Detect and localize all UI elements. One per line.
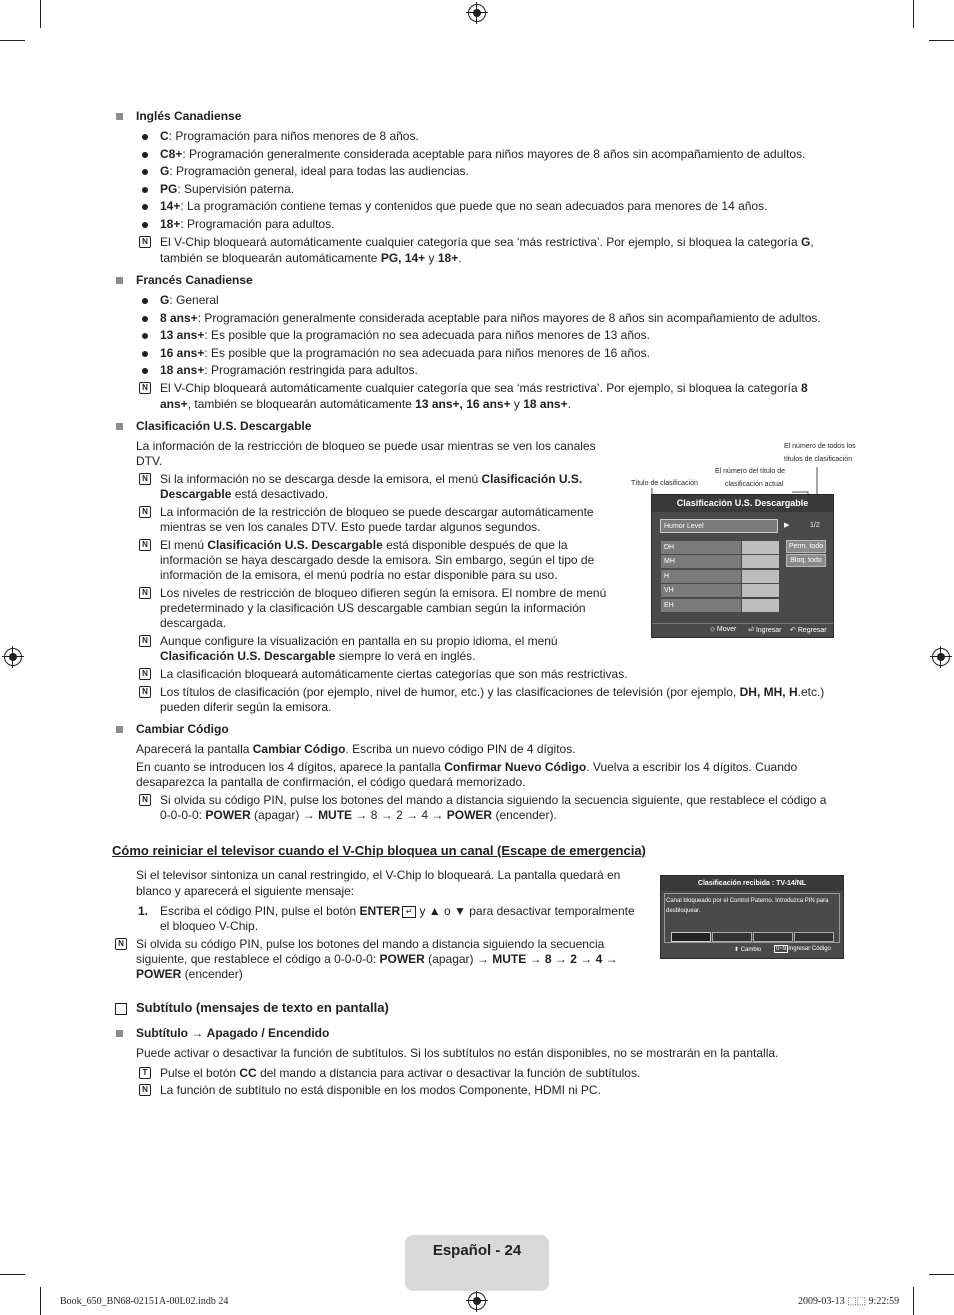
osd-footer-change: ⬍ Cambio: [734, 947, 762, 953]
bullet-icon: [142, 169, 148, 175]
note-text: La información de la restricción de bloqueo se puede descargar automáticamente: [160, 505, 594, 519]
page-number: Español - 24: [432, 1242, 522, 1259]
note-icon: N: [139, 794, 151, 806]
registration-mark-icon: [932, 648, 950, 666]
enter-icon: ↵: [402, 906, 416, 918]
bloq-todo-button[interactable]: Bloq. todo: [786, 554, 826, 567]
osd-lock-cell[interactable]: [742, 555, 779, 568]
paragraph: La información de la restricción de bloqueo se puede usar mientras se ven los canales: [136, 439, 596, 453]
pin-digit-box[interactable]: [712, 932, 752, 942]
note-text: mientras se ven los canales DTV. Esto puede tardar algunos segundos.: [160, 520, 541, 534]
osd-message: Canal bloqueado por el Control Paterno. Introduzca PIN para: [666, 898, 829, 904]
list-item: [160, 217, 334, 232]
note-text: predeterminado y la clasificación US descargable cambian según la información: [160, 601, 586, 615]
note-text: siguiente, que restablece el código a 0-0-0-0: POWER (apagar) → MUTE → 8 → 2 → 4 →: [136, 952, 618, 966]
osd-rating-row[interactable]: VH: [661, 584, 741, 597]
crop-mark: [0, 1274, 25, 1275]
bullet-icon: [142, 152, 148, 158]
note-text: Pulse el botón CC del mando a distancia para activar o desactivar la función de subtítulos.: [160, 1066, 641, 1080]
osd-rating-row[interactable]: EH: [661, 599, 741, 612]
rating-description: : Programación general, ideal para todas las audiencias.: [169, 164, 469, 179]
note-text: Clasificación U.S. Descargable siempre lo verá en inglés.: [160, 649, 476, 663]
note-icon: N: [139, 686, 151, 698]
section-title: Inglés Canadiense: [136, 109, 242, 123]
rating-code: 18+: [160, 217, 181, 231]
rating-code: PG: [160, 181, 178, 196]
osd-blocked-message: [660, 875, 844, 959]
note-icon: N: [139, 1084, 151, 1096]
note-icon: N: [139, 635, 151, 647]
note-text: Si olvida su código PIN, pulse los botones del mando a distancia siguiendo la secuencia siguiente, que restablece el código a: [160, 793, 827, 807]
section-title: Clasificación U.S. Descargable: [136, 419, 312, 433]
paragraph: blanco y aparecerá el siguiente mensaje:: [136, 884, 355, 898]
crop-mark: [929, 1274, 954, 1275]
registration-mark-icon: [468, 4, 486, 22]
registration-mark-icon: [4, 648, 22, 666]
square-bullet-icon: [116, 113, 123, 120]
osd-title: Clasificación recibida : TV-14/NL: [661, 876, 843, 891]
rating-description: : Programación para adultos.: [180, 217, 335, 231]
note-icon: N: [139, 382, 151, 394]
bullet-icon: [142, 298, 148, 304]
note-icon: N: [139, 668, 151, 680]
paragraph: Aparecerá la pantalla Cambiar Código. Escriba un nuevo código PIN de 4 dígitos.: [136, 742, 576, 756]
tool-icon: T: [139, 1067, 151, 1079]
osd-lock-cell[interactable]: [742, 541, 779, 554]
rating-description: : Es posible que la programación no sea adecuada para niños menores de 16 años.: [204, 345, 651, 360]
crop-mark: [913, 1287, 914, 1315]
paragraph: desaparezca la pantalla de confirmación, el código quedará memorizado.: [136, 775, 526, 789]
bullet-icon: [142, 204, 148, 210]
square-bullet-icon: [116, 1030, 123, 1037]
osd-rating-menu: [651, 494, 834, 638]
note-icon: N: [139, 473, 151, 485]
note-text: información de la emisora, el menú podría no estar disponible para su uso.: [160, 568, 558, 582]
step-text: el bloqueo V-Chip.: [160, 919, 259, 933]
pin-digit-box[interactable]: [794, 932, 834, 942]
rating-code: C: [160, 129, 169, 143]
osd-rating-row[interactable]: DH: [661, 541, 741, 554]
rating-description: : Programación para niños menores de 8 años.: [168, 129, 419, 143]
rating-code: 13 ans+: [160, 328, 205, 343]
arrow-right-icon: ▶: [784, 522, 790, 529]
callout-label: El número del título de: [715, 468, 786, 475]
osd-lock-cell[interactable]: [742, 599, 779, 612]
osd-footer-enter: ⏎ Ingresar: [748, 627, 782, 634]
rating-description: : Supervisión paterna.: [177, 181, 295, 196]
note-text: POWER (encender): [136, 967, 243, 981]
paragraph: Si el televisor sintoniza un canal restringido, el V-Chip lo bloqueará. La pantalla quedará en: [136, 868, 621, 882]
note-text: La clasificación bloqueará automáticamente ciertas categorías que son más restrictivas.: [160, 667, 628, 681]
note-text: descargada.: [160, 616, 227, 630]
note-text: El V-Chip bloqueará automáticamente cualquier categoría que sea ‘más restrictiva’. Por ejemplo, si bloquea la categoría G,: [160, 235, 814, 249]
note-text: Aunque configure la visualización en pantalla en su propio idioma, el menú: [160, 634, 558, 648]
note-text: La función de subtítulo no está disponible en los modos Componente, HDMI ni PC.: [160, 1083, 601, 1097]
note-text: El menú Clasificación U.S. Descargable está disponible después de que la: [160, 538, 568, 552]
rating-code: 16 ans+: [160, 345, 205, 360]
square-bullet-icon: [116, 277, 123, 284]
list-item: [160, 129, 419, 144]
note-text: ans+, también se bloquearán automáticamente 13 ans+, 16 ans+ y 18 ans+.: [160, 397, 571, 411]
osd-footer-move: ⬦ Mover: [710, 626, 737, 633]
rating-description: : Programación generalmente considerada aceptable para niños mayores de 8 años sin acompañamiento de adultos.: [182, 146, 806, 161]
note-icon: N: [139, 539, 151, 551]
footer-filename: Book_650_BN68-02151A-00L02.indb 24: [60, 1296, 229, 1307]
note-text: Los niveles de restricción de bloqueo difieren según la emisora. El nombre de menú: [160, 586, 607, 600]
osd-footer-divider: [652, 623, 833, 624]
list-item: [160, 182, 294, 197]
section-title: Subtítulo → Apagado / Encendido: [136, 1026, 330, 1040]
footer-timestamp: 2009-03-13 ⬚⬚ 9:22:59: [798, 1296, 900, 1307]
note-text: Descargable está desactivado.: [160, 487, 329, 501]
rating-description: : La programación contiene temas y contenidos que puede que no sean adecuados para menores de 14 años.: [180, 199, 768, 214]
bullet-icon: [142, 316, 148, 322]
step-text: Escriba el código PIN, pulse el botón ENTER ↵ y ▲ o ▼ para desactivar temporalmente: [160, 904, 635, 918]
paragraph: Puede activar o desactivar la función de subtítulos. Si los subtítulos no están disponibles, no se mostrarán en la pantalla.: [136, 1046, 779, 1060]
square-bullet-icon: [116, 726, 123, 733]
section-heading: Subtítulo (mensajes de texto en pantalla): [136, 1000, 389, 1015]
rating-code: 14+: [160, 199, 181, 214]
osd-message: desbloquear.: [666, 908, 701, 914]
list-item: [160, 363, 418, 378]
crop-mark: [0, 40, 25, 41]
rating-code: G: [160, 293, 170, 307]
callout-label: títulos de clasificación: [784, 456, 853, 463]
rating-code: C8+: [160, 146, 183, 161]
note-text: Si la información no se descarga desde la emisora, el menú Clasificación U.S.: [160, 472, 583, 486]
note-text: Si olvida su código PIN, pulse los botones del mando a distancia siguiendo la secuencia: [136, 937, 605, 951]
note-icon: N: [139, 236, 151, 248]
rating-code: 8 ans+: [160, 310, 198, 325]
emergency-heading: Cómo reiniciar el televisor cuando el V-Chip bloquea un canal (Escape de emergencia): [112, 843, 646, 858]
paragraph: DTV.: [136, 454, 163, 468]
bullet-icon: [142, 187, 148, 193]
bullet-icon: [142, 222, 148, 228]
bullet-icon: [142, 351, 148, 357]
section-title: Francés Canadiense: [136, 273, 253, 287]
osd-humor-row[interactable]: Humor Level: [660, 519, 778, 533]
callout-label: Título de clasificación: [631, 480, 698, 487]
list-item: [160, 311, 821, 326]
osd-page-indicator: 1/2: [810, 522, 820, 529]
note-text: El V-Chip bloqueará automáticamente cualquier categoría que sea ‘más restrictiva’. Por ejemplo, si bloquea la categoría 8: [160, 381, 808, 395]
list-item: [160, 328, 650, 343]
osd-lock-cell[interactable]: [742, 584, 779, 597]
osd-footer-return: ↶ Regresar: [790, 627, 827, 634]
rating-code: G: [160, 164, 170, 179]
callout-label: El número de todos los: [784, 443, 856, 450]
pin-digit-box[interactable]: [753, 932, 793, 942]
osd-title: Clasificación U.S. Descargable: [652, 495, 833, 512]
note-text: también se bloquearán automáticamente PG, 14+ y 18+.: [160, 251, 462, 265]
square-bullet-icon: [116, 423, 123, 430]
bullet-icon: [142, 333, 148, 339]
note-text: 0-0-0-0: POWER (apagar) → MUTE → 8 → 2 → 4 → POWER (encender).: [160, 808, 557, 822]
rating-description: : Es posible que la programación no sea adecuada para niños menores de 13 años.: [204, 328, 651, 343]
rating-description: : General: [169, 293, 219, 307]
pin-digit-box[interactable]: [671, 932, 711, 942]
section-title: Cambiar Código: [136, 722, 229, 736]
osd-footer-keys: 0~9 Ingresar Código: [776, 946, 831, 952]
rating-description: : Programación generalmente considerada aceptable para niños mayores de 8 años sin acompañamiento de adultos.: [197, 310, 821, 325]
note-icon: N: [139, 506, 151, 518]
list-item: [160, 199, 767, 214]
list-item: [160, 346, 650, 361]
note-text: información se haya descargado desde la emisora. Sin embargo, según el tipo de: [160, 553, 595, 567]
crop-mark: [40, 1287, 41, 1315]
bullet-icon: [142, 368, 148, 374]
list-item: [160, 147, 805, 162]
note-text: pueden diferir según la emisora.: [160, 700, 332, 714]
osd-rating-row[interactable]: H: [661, 570, 741, 583]
rating-description: : Programación restringida para adultos.: [204, 363, 418, 378]
crop-mark: [929, 40, 954, 41]
registration-mark-icon: [468, 1292, 486, 1310]
list-item: [160, 164, 469, 179]
callout-label: clasificación actual: [725, 481, 784, 488]
rating-code: 18 ans+: [160, 363, 205, 378]
note-icon: N: [115, 938, 127, 950]
note-text: Los títulos de clasificación (por ejemplo, nivel de humor, etc.) y las clasificaciones de televisión (por ejemplo, DH, MH, H.etc.): [160, 685, 825, 699]
crop-mark: [913, 0, 914, 28]
crop-mark: [40, 0, 41, 28]
section-checkbox-icon: [115, 1003, 127, 1015]
bullet-icon: [142, 134, 148, 140]
paragraph: En cuanto se introducen los 4 dígitos, aparece la pantalla Confirmar Nuevo Código. Vuelva a escribir los 4 dígitos. Cuando: [136, 760, 798, 774]
perm-todo-button[interactable]: Perm. todo: [786, 540, 826, 553]
step-number: 1.: [138, 904, 149, 918]
osd-lock-cell[interactable]: [742, 570, 779, 583]
osd-rating-row[interactable]: MH: [661, 555, 741, 568]
note-icon: N: [139, 587, 151, 599]
list-item: [160, 293, 219, 308]
